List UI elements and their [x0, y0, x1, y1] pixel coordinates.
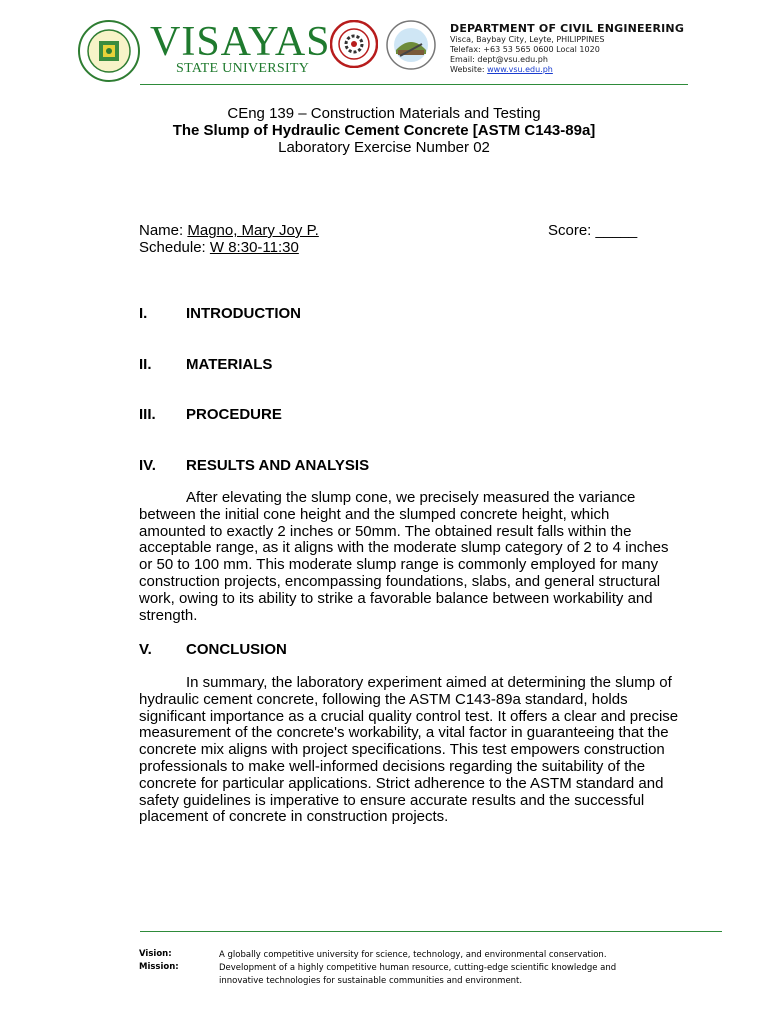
name-label: Name: [139, 222, 184, 239]
department-telefax: Telefax: +63 53 565 0600 Local 1020 [450, 45, 600, 54]
department-address: Visca, Baybay City, Leyte, PHILIPPINES [450, 35, 605, 44]
section-heading-results [139, 457, 369, 474]
mission-text: Development of a highly competitive human resource, cutting-edge scientific knowledge and innovative technologies for sustainable communities and environment. [219, 963, 617, 986]
section-number: I. [139, 305, 148, 322]
university-seal-logo [78, 20, 140, 82]
website-label: Website: [450, 65, 485, 74]
mission-label: Mission: [139, 962, 179, 972]
name-line [139, 222, 319, 239]
score-blank: _____ [595, 222, 638, 239]
section-heading-materials [139, 356, 272, 373]
schedule-line [139, 239, 299, 256]
department-website [450, 65, 710, 75]
university-name: VISAYAS [150, 19, 331, 65]
department-contact-block [450, 22, 710, 75]
score-line [548, 222, 637, 239]
schedule-label: Schedule: [139, 239, 206, 256]
section-number: IV. [139, 457, 156, 474]
section-title: MATERIALS [186, 356, 273, 373]
department-seal-logo [386, 20, 436, 70]
section-title: PROCEDURE [186, 406, 282, 423]
student-name: Magno, Mary Joy P. [187, 222, 319, 239]
results-paragraph: After elevating the slump cone, we precisely measured the variance between the initial cone height and the slumped concrete height, which amounted to exactly 2 inches or 50mm. The obtained result falls within the acceptable range, as it aligns with the moderate slump category of 2 to 4 inches or 50 to 100 mm. This moderate slump range is commonly employed for many construction projects, encompassing foundations, slabs, and general structural work, owing to its ability to strike a favorable balance between workability and strength. [139, 489, 669, 624]
section-number: V. [139, 641, 152, 658]
department-name: DEPARTMENT OF CIVIL ENGINEERING [450, 22, 685, 35]
conclusion-paragraph: In summary, the laboratory experiment aimed at determining the slump of hydraulic cement concrete, following the ASTM C143-89a standard, holds significant importance as a crucial quality control test. It offers a clear and precise measurement of the concrete's workability, a vital factor in guaranteeing that the concrete mix aligns with project specifications. This test empowers construction professionals to make well-informed decisions regarding the suitability of the concrete for particular applications. Strict adherence to the ASTM standard and safety guidelines is imperative to ensure accurate results and the successful placement of concrete in construction projects. [139, 674, 679, 826]
section-number: III. [139, 406, 156, 423]
website-link[interactable]: www.vsu.edu.ph [487, 65, 553, 74]
section-title: CONCLUSION [186, 641, 287, 658]
university-subtitle: STATE UNIVERSITY [176, 61, 310, 76]
experiment-title: The Slump of Hydraulic Cement Concrete [ASTM C143-89a] [172, 122, 596, 139]
section-heading-introduction [139, 305, 301, 322]
section-heading-conclusion [139, 641, 287, 658]
score-label: Score: [548, 222, 592, 239]
civil-engineering-seal-logo [330, 20, 378, 68]
section-number: II. [139, 356, 152, 373]
section-title: RESULTS AND ANALYSIS [186, 457, 370, 474]
section-title: INTRODUCTION [186, 305, 301, 322]
schedule-value: W 8:30-11:30 [209, 239, 299, 256]
vision-text: A globally competitive university for science, technology, and environmental conservation. [219, 950, 607, 960]
university-wordmark [150, 19, 331, 77]
lab-number: Laboratory Exercise Number 02 [278, 139, 490, 156]
header-divider [140, 84, 688, 85]
department-email: Email: dept@vsu.edu.ph [450, 55, 548, 64]
section-heading-procedure [139, 406, 282, 423]
vision-label: Vision: [139, 949, 172, 959]
footer-divider [140, 931, 722, 932]
course-title: CEng 139 – Construction Materials and Testing [227, 105, 541, 122]
